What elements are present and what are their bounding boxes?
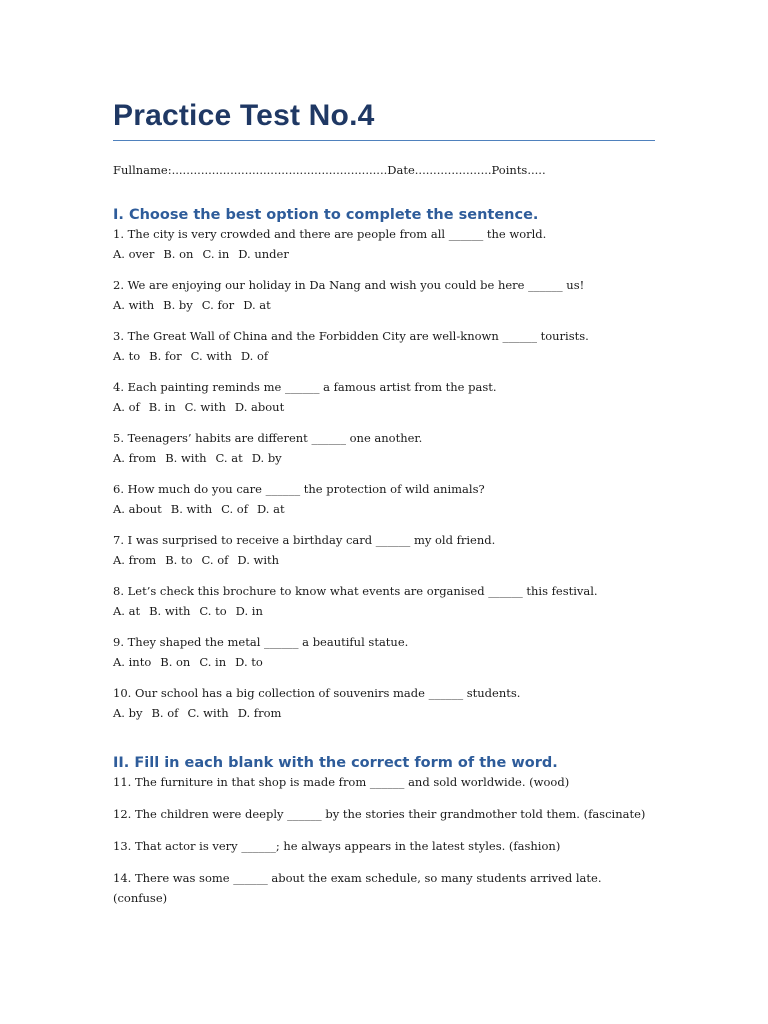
answer-option: B. with: [165, 450, 207, 465]
question-list: [113, 225, 655, 723]
answer-option: D. under: [238, 246, 289, 261]
answer-option: B. on: [160, 654, 191, 669]
answer-option: A. to: [113, 348, 141, 363]
section-2-heading: II. Fill in each blank with the correct form of the word.: [113, 755, 558, 771]
answer-option: D. of: [240, 348, 269, 363]
answer-options: [113, 296, 655, 316]
question-stem: 4. Each painting reminds me ______ a famous artist from the past.: [113, 380, 497, 394]
question-item: [113, 378, 655, 417]
answer-option: C. at: [215, 450, 243, 465]
answer-options: [113, 653, 655, 673]
answer-option: B. on: [163, 246, 194, 261]
question-item: [113, 429, 655, 468]
answer-options: [113, 602, 655, 622]
answer-option: B. with: [149, 603, 191, 618]
question-item: [113, 531, 655, 570]
answer-options: [113, 449, 655, 469]
question-stem: 5. Teenagers’ habits are different ______ one another.: [113, 431, 423, 445]
answer-option: A. from: [113, 552, 157, 567]
answer-option: D. at: [257, 501, 285, 516]
page-title: Practice Test No.4: [113, 99, 375, 132]
answer-option: B. with: [170, 501, 213, 516]
question-item: [113, 582, 655, 621]
answer-option: C. of: [201, 552, 229, 567]
answer-option: A. over: [113, 246, 155, 261]
fill-in-item: 12. The children were deeply ______ by the stories their grandmother told them. (fascinate): [113, 807, 646, 821]
answer-option: C. with: [190, 348, 232, 363]
question-item: [113, 225, 655, 264]
answer-option: B. in: [148, 399, 176, 414]
answer-option: A. about: [113, 501, 162, 516]
answer-option: A. from: [113, 450, 157, 465]
answer-options: [113, 551, 655, 571]
fill-in-item: 14. There was some ______ about the exam schedule, so many students arrived late. (confuse): [113, 871, 602, 905]
answer-option: D. from: [237, 705, 282, 720]
answer-option: C. of: [221, 501, 248, 516]
title-divider: [113, 140, 655, 141]
answer-option: B. to: [165, 552, 193, 567]
answer-option: C. in: [199, 654, 227, 669]
answer-option: C. in: [202, 246, 230, 261]
answer-option: D. in: [235, 603, 263, 618]
section-1-heading: I. Choose the best option to complete the sentence.: [113, 207, 539, 223]
answer-options: [113, 500, 655, 520]
question-item: [113, 480, 655, 519]
answer-option: B. by: [163, 297, 193, 312]
student-info-line: Fullname:...........................................................Date.....................Points.....: [113, 163, 546, 177]
answer-option: A. of: [113, 399, 140, 414]
question-item: [113, 684, 655, 723]
answer-option: D. to: [235, 654, 263, 669]
answer-options: [113, 398, 655, 418]
question-stem: 6. How much do you care ______ the protection of wild animals?: [113, 482, 485, 496]
answer-option: D. at: [243, 297, 271, 312]
question-stem: 8. Let’s check this brochure to know what events are organised ______ this festival.: [113, 584, 598, 598]
answer-option: C. to: [199, 603, 227, 618]
question-item: [113, 633, 655, 672]
answer-option: C. for: [201, 297, 235, 312]
fill-in-item: 11. The furniture in that shop is made from ______ and sold worldwide. (wood): [113, 775, 570, 789]
question-item: [113, 276, 655, 315]
answer-option: C. with: [184, 399, 226, 414]
answer-option: A. at: [113, 603, 141, 618]
answer-options: [113, 245, 655, 265]
question-item: [113, 327, 655, 366]
question-stem: 2. We are enjoying our holiday in Da Nang and wish you could be here ______ us!: [113, 278, 585, 292]
answer-option: D. about: [234, 399, 285, 414]
question-stem: 1. The city is very crowded and there are people from all ______ the world.: [113, 227, 547, 241]
answer-option: B. for: [149, 348, 182, 363]
question-stem: 10. Our school has a big collection of souvenirs made ______ students.: [113, 686, 521, 700]
answer-options: [113, 704, 655, 724]
answer-option: A. by: [113, 705, 143, 720]
answer-option: A. with: [113, 297, 155, 312]
fill-in-list: [113, 773, 655, 908]
answer-option: C. with: [187, 705, 229, 720]
fill-in-item: 13. That actor is very ______; he always appears in the latest styles. (fashion): [113, 839, 561, 853]
answer-option: A. into: [113, 654, 152, 669]
question-stem: 3. The Great Wall of China and the Forbidden City are well-known ______ tourists.: [113, 329, 589, 343]
answer-option: D. by: [251, 450, 282, 465]
document-page: [113, 96, 655, 908]
answer-option: B. of: [151, 705, 179, 720]
question-stem: 7. I was surprised to receive a birthday card ______ my old friend.: [113, 533, 496, 547]
answer-option: D. with: [237, 552, 280, 567]
question-stem: 9. They shaped the metal ______ a beautiful statue.: [113, 635, 409, 649]
answer-options: [113, 347, 655, 367]
